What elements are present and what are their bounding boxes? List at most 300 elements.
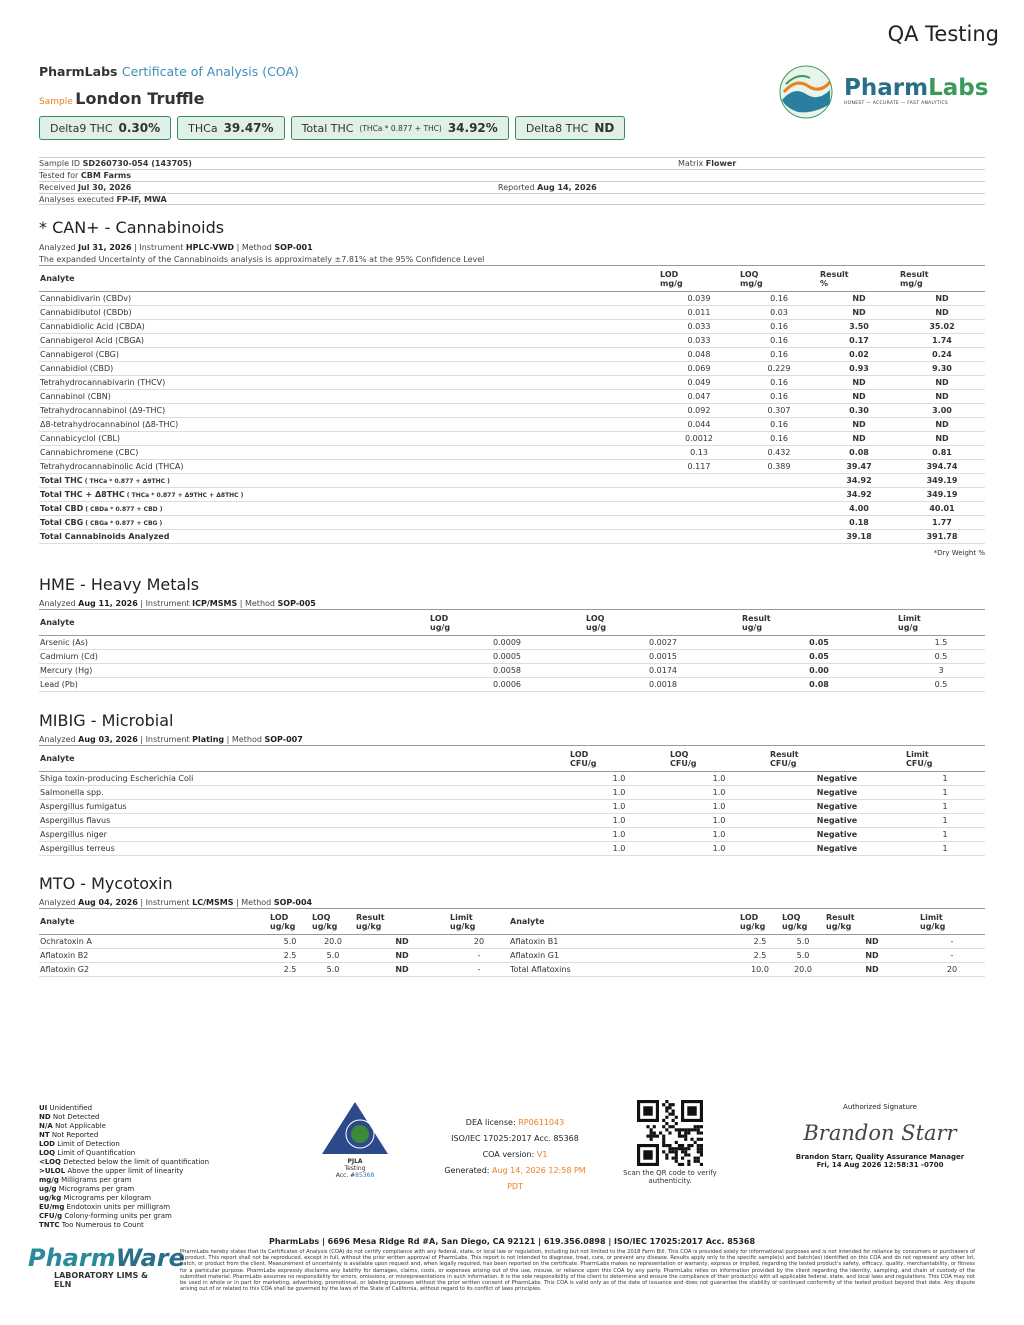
table-cell: 0.5 bbox=[897, 650, 985, 664]
table-cell: Shiga toxin-producing Escherichia Coli bbox=[39, 772, 569, 786]
table-cell: ND bbox=[899, 418, 985, 432]
total-name: Total Cannabinoids Analyzed bbox=[40, 532, 170, 541]
table-cell: Cannabidiol (CBD) bbox=[39, 362, 659, 376]
table-cell: 0.16 bbox=[739, 418, 819, 432]
total-formula: ( THCa * 0.877 + Δ9THC ) bbox=[82, 478, 170, 485]
column-header: Limit ug/kg bbox=[919, 909, 985, 935]
table-cell: ND bbox=[819, 418, 899, 432]
signature-label: Authorized Signature bbox=[843, 1103, 917, 1111]
column-header: Result ug/kg bbox=[355, 909, 449, 935]
table-cell: Lead (Pb) bbox=[39, 678, 429, 692]
table-cell: 0.05 bbox=[741, 650, 897, 664]
pjla-acc-label: Acc. # bbox=[335, 1172, 356, 1179]
dea-license: RP0611043 bbox=[518, 1118, 565, 1127]
table-cell bbox=[659, 516, 739, 530]
table-cell: ND bbox=[899, 306, 985, 320]
table-cell: Cannabigerol Acid (CBGA) bbox=[39, 334, 659, 348]
legend-key: ug/g bbox=[39, 1185, 57, 1193]
legend-key: UI bbox=[39, 1104, 48, 1112]
badge-thca bbox=[177, 116, 284, 140]
legend-key: NT bbox=[39, 1131, 50, 1139]
table-cell: 0.93 bbox=[819, 362, 899, 376]
total-label bbox=[39, 474, 659, 488]
signature-script: Brandon Starr bbox=[803, 1121, 957, 1145]
table-cell: 0.047 bbox=[659, 390, 739, 404]
analyzed-date: Aug 03, 2026 bbox=[78, 735, 138, 744]
total-name: Total THC bbox=[40, 476, 83, 485]
table-cell: 0.011 bbox=[659, 306, 739, 320]
total-row bbox=[39, 488, 985, 502]
table-cell: Aspergillus terreus bbox=[39, 842, 569, 856]
legend-item bbox=[39, 1167, 209, 1176]
table-cell: Tetrahydrocannabinolic Acid (THCA) bbox=[39, 460, 659, 474]
legend-item bbox=[39, 1212, 209, 1221]
table-cell: 39.47 bbox=[819, 460, 899, 474]
table-cell: 3 bbox=[897, 664, 985, 678]
legend-value: Not Reported bbox=[49, 1131, 99, 1139]
legend-item bbox=[39, 1131, 209, 1140]
table-cell: 0.432 bbox=[739, 446, 819, 460]
instrument-label: Instrument bbox=[145, 599, 190, 608]
table-cell: Negative bbox=[769, 842, 905, 856]
table-cell: 34.92 bbox=[819, 474, 899, 488]
analyzed-label: Analyzed bbox=[39, 735, 76, 744]
legend-value: Detected below the limit of quantification bbox=[60, 1158, 210, 1166]
table-header-row bbox=[39, 610, 985, 636]
instrument-value: LC/MSMS bbox=[192, 898, 234, 907]
table-cell: 10.0 bbox=[739, 963, 781, 977]
legend-key: N/A bbox=[39, 1122, 53, 1130]
table-cell: 391.78 bbox=[899, 530, 985, 544]
badge-label: THCa bbox=[188, 121, 218, 135]
pjla-sub: Testing bbox=[344, 1165, 366, 1172]
table-row bbox=[39, 828, 985, 842]
table-cell: Tetrahydrocannabivarin (THCV) bbox=[39, 376, 659, 390]
table-cell: 0.044 bbox=[659, 418, 739, 432]
analyzed-date: Aug 04, 2026 bbox=[78, 898, 138, 907]
table-cell: 1 bbox=[905, 800, 985, 814]
legend-item bbox=[39, 1203, 209, 1212]
table-cell: 0.16 bbox=[739, 320, 819, 334]
column-header: LOQ CFU/g bbox=[669, 746, 769, 772]
mycotoxin-table bbox=[39, 908, 985, 977]
table-row bbox=[39, 460, 985, 474]
table-cell: 2.5 bbox=[269, 949, 311, 963]
table-cell: 394.74 bbox=[899, 460, 985, 474]
table-cell bbox=[739, 516, 819, 530]
table-cell: 0.0005 bbox=[429, 650, 585, 664]
table-row bbox=[39, 362, 985, 376]
badge-value: 39.47% bbox=[223, 121, 274, 135]
legend-item bbox=[39, 1104, 209, 1113]
legend-key: mg/g bbox=[39, 1176, 59, 1184]
instrument-label: Instrument bbox=[145, 898, 190, 907]
meta-value: CBM Farms bbox=[80, 171, 131, 180]
table-cell: 0.0012 bbox=[659, 432, 739, 446]
table-cell: ND bbox=[355, 949, 449, 963]
sample-meta bbox=[39, 157, 985, 205]
table-cell: 0.17 bbox=[819, 334, 899, 348]
total-label bbox=[39, 488, 659, 502]
table-cell: ND bbox=[819, 376, 899, 390]
meta-value: Jul 30, 2026 bbox=[77, 183, 132, 192]
instrument-value: Plating bbox=[192, 735, 225, 744]
pjla-badge bbox=[300, 1100, 410, 1179]
table-row bbox=[39, 418, 985, 432]
table-cell: 1.0 bbox=[669, 786, 769, 800]
table-cell: 1 bbox=[905, 828, 985, 842]
instrument-value: ICP/MSMS bbox=[192, 599, 238, 608]
mycotoxin-title: MTO - Mycotoxin bbox=[39, 874, 173, 893]
total-name: Total CBD bbox=[40, 504, 84, 513]
table-cell: 0.81 bbox=[899, 446, 985, 460]
table-row bbox=[39, 842, 985, 856]
pjla-acc: 85368 bbox=[355, 1172, 375, 1179]
table-cell: 0.16 bbox=[739, 432, 819, 446]
table-cell: - bbox=[449, 949, 509, 963]
iso-accreditation: ISO/IEC 17025:2017 Acc. 85368 bbox=[451, 1134, 579, 1143]
metals-table bbox=[39, 609, 985, 692]
column-header: Result % bbox=[819, 266, 899, 292]
meta-key: Matrix bbox=[678, 159, 704, 168]
table-cell: Cannabidiolic Acid (CBDA) bbox=[39, 320, 659, 334]
badge-total-thc bbox=[291, 116, 509, 140]
legend-item bbox=[39, 1122, 209, 1131]
method-value: SOP-004 bbox=[273, 898, 313, 907]
column-header: Limit CFU/g bbox=[905, 746, 985, 772]
table-row bbox=[39, 664, 985, 678]
table-row bbox=[39, 306, 985, 320]
cannabinoids-table bbox=[39, 265, 985, 544]
table-cell: ND bbox=[899, 390, 985, 404]
table-cell: 9.30 bbox=[899, 362, 985, 376]
table-cell: Cannabidibutol (CBDb) bbox=[39, 306, 659, 320]
table-row bbox=[39, 814, 985, 828]
table-cell: ND bbox=[819, 432, 899, 446]
table-cell: 0.08 bbox=[741, 678, 897, 692]
table-cell: 0.08 bbox=[819, 446, 899, 460]
table-row bbox=[39, 320, 985, 334]
abbreviation-legend bbox=[39, 1104, 209, 1230]
total-name: Total THC + Δ8THC bbox=[40, 490, 125, 499]
table-cell: Cannabidivarin (CBDv) bbox=[39, 292, 659, 306]
mycotoxin-analysis-info: Analyzed Aug 04, 2026 | Instrument LC/MSMS | Method SOP-004 bbox=[39, 898, 313, 907]
legend-key: CFU/g bbox=[39, 1212, 63, 1220]
coa-version: V1 bbox=[536, 1150, 548, 1159]
table-cell: 20.0 bbox=[781, 963, 825, 977]
column-header: Limit ug/g bbox=[897, 610, 985, 636]
table-row bbox=[39, 432, 985, 446]
metals-analysis-info: Analyzed Aug 11, 2026 | Instrument ICP/MSMS | Method SOP-005 bbox=[39, 599, 316, 608]
table-cell: Cannabinol (CBN) bbox=[39, 390, 659, 404]
legend-value: Not Detected bbox=[50, 1113, 100, 1121]
qa-title: QA Testing bbox=[887, 22, 999, 46]
logo-text-2: Labs bbox=[928, 74, 989, 101]
table-cell: Ochratoxin A bbox=[39, 935, 269, 949]
table-row bbox=[39, 935, 985, 949]
table-cell: 5.0 bbox=[269, 935, 311, 949]
table-cell: 0.0058 bbox=[429, 664, 585, 678]
qr-caption: Scan the QR code to verify authenticity. bbox=[623, 1169, 717, 1185]
table-cell: Aspergillus niger bbox=[39, 828, 569, 842]
column-header: Analyte bbox=[39, 266, 659, 292]
table-cell: ND bbox=[825, 963, 919, 977]
table-cell: Aflatoxin B2 bbox=[39, 949, 269, 963]
instrument-label: Instrument bbox=[145, 735, 190, 744]
table-cell: 0.117 bbox=[659, 460, 739, 474]
meta-row bbox=[39, 157, 985, 169]
legend-value: Unidentified bbox=[47, 1104, 93, 1112]
table-cell: 0.30 bbox=[819, 404, 899, 418]
instrument-value: HPLC-VWD bbox=[185, 243, 235, 252]
table-header-row bbox=[39, 909, 985, 935]
qr-block bbox=[620, 1100, 720, 1185]
sample-label: Sample bbox=[39, 97, 73, 107]
table-cell: Aflatoxin B1 bbox=[509, 935, 739, 949]
table-cell: ND bbox=[825, 935, 919, 949]
company-name: PharmLabs bbox=[39, 64, 118, 79]
cannabinoids-title: * CAN+ - Cannabinoids bbox=[39, 218, 225, 237]
coa-version-label: COA version: bbox=[482, 1150, 535, 1159]
badge-label: Total THC bbox=[301, 121, 354, 135]
microbial-analysis-info: Analyzed Aug 03, 2026 | Instrument Plating | Method SOP-007 bbox=[39, 735, 303, 744]
badge-delta8 bbox=[515, 116, 626, 140]
table-cell: Aspergillus fumigatus bbox=[39, 800, 569, 814]
meta-key: Received bbox=[39, 183, 76, 192]
legend-value: Micrograms per kilogram bbox=[61, 1194, 152, 1202]
table-cell: ND bbox=[899, 432, 985, 446]
table-cell: 0.092 bbox=[659, 404, 739, 418]
column-header: LOD ug/kg bbox=[269, 909, 311, 935]
instrument-label: Instrument bbox=[139, 243, 184, 252]
table-cell: 1 bbox=[905, 814, 985, 828]
legend-item bbox=[39, 1185, 209, 1194]
column-header: LOQ ug/kg bbox=[781, 909, 825, 935]
table-cell: 2.5 bbox=[739, 935, 781, 949]
table-cell: 1.0 bbox=[569, 772, 669, 786]
meta-key: Analyses executed bbox=[39, 195, 114, 204]
table-header-row bbox=[39, 746, 985, 772]
table-cell: Aspergillus flavus bbox=[39, 814, 569, 828]
table-row bbox=[39, 772, 985, 786]
table-cell bbox=[659, 488, 739, 502]
badge-label: Delta8 THC bbox=[525, 121, 589, 135]
badge-value: 0.30% bbox=[118, 121, 161, 135]
meta-key: Reported bbox=[498, 183, 535, 192]
column-header: Limit ug/kg bbox=[449, 909, 509, 935]
table-cell: 0.033 bbox=[659, 334, 739, 348]
table-cell: 0.229 bbox=[739, 362, 819, 376]
table-cell: 5.0 bbox=[781, 935, 825, 949]
table-cell bbox=[659, 530, 739, 544]
table-cell: 1 bbox=[905, 842, 985, 856]
table-cell: 0.16 bbox=[739, 390, 819, 404]
table-cell: 349.19 bbox=[899, 474, 985, 488]
method-value: SOP-007 bbox=[264, 735, 303, 744]
pjla-logo-icon bbox=[320, 1100, 390, 1156]
legend-value: Endotoxin units per milligram bbox=[64, 1203, 171, 1211]
table-row bbox=[39, 949, 985, 963]
microbial-table bbox=[39, 745, 985, 856]
total-label bbox=[39, 516, 659, 530]
table-cell bbox=[739, 530, 819, 544]
table-cell: 0.16 bbox=[739, 348, 819, 362]
column-header: LOD ug/g bbox=[429, 610, 585, 636]
method-label: Method bbox=[231, 735, 262, 744]
legend-key: TNTC bbox=[39, 1221, 60, 1229]
generated-label: Generated: bbox=[444, 1166, 490, 1175]
analyzed-date: Aug 11, 2026 bbox=[78, 599, 138, 608]
table-cell: 0.0015 bbox=[585, 650, 741, 664]
table-row bbox=[39, 446, 985, 460]
table-cell: ND bbox=[819, 390, 899, 404]
table-cell: 0.389 bbox=[739, 460, 819, 474]
table-cell: 1.0 bbox=[669, 842, 769, 856]
microbial-title: MIBIG - Microbial bbox=[39, 711, 174, 730]
column-header: LOQ mg/g bbox=[739, 266, 819, 292]
table-cell: 1.0 bbox=[669, 814, 769, 828]
table-cell: 0.13 bbox=[659, 446, 739, 460]
badge-value: 34.92% bbox=[447, 121, 498, 135]
total-label bbox=[39, 530, 659, 544]
generated-date: Aug 14, 2026 12:58 PM bbox=[492, 1166, 586, 1175]
legend-key: ug/kg bbox=[39, 1194, 62, 1202]
table-cell: 1.77 bbox=[899, 516, 985, 530]
table-cell: ND bbox=[825, 949, 919, 963]
table-cell: Negative bbox=[769, 786, 905, 800]
table-cell: Arsenic (As) bbox=[39, 636, 429, 650]
table-cell: 20 bbox=[919, 963, 985, 977]
logo-text-1: Pharm bbox=[844, 74, 929, 101]
table-cell: ND bbox=[355, 963, 449, 977]
legend-key: EU/mg bbox=[39, 1203, 65, 1211]
table-cell: ND bbox=[819, 306, 899, 320]
lab-address: PharmLabs | 6696 Mesa Ridge Rd #A, San Diego, CA 92121 | 619.356.0898 | ISO/IEC 17025:2017 Acc. 85368 bbox=[268, 1237, 756, 1246]
cannabinoids-analysis-info: Analyzed Jul 31, 2026 | Instrument HPLC-VWD | Method SOP-001 bbox=[39, 243, 313, 252]
legend-value: Micrograms per gram bbox=[56, 1185, 135, 1193]
table-cell: 5.0 bbox=[311, 963, 355, 977]
accreditation-info bbox=[440, 1115, 590, 1195]
table-cell: 0.033 bbox=[659, 320, 739, 334]
table-cell: 1.74 bbox=[899, 334, 985, 348]
table-cell: Negative bbox=[769, 800, 905, 814]
table-row bbox=[39, 650, 985, 664]
table-cell: 0.03 bbox=[739, 306, 819, 320]
method-label: Method bbox=[244, 599, 275, 608]
table-cell: 0.5 bbox=[897, 678, 985, 692]
table-cell: 0.0018 bbox=[585, 678, 741, 692]
table-cell: Total Aflatoxins bbox=[509, 963, 739, 977]
legend-value: Limit of Quantification bbox=[55, 1149, 136, 1157]
table-header-row bbox=[39, 266, 985, 292]
table-cell: ND bbox=[899, 292, 985, 306]
analyzed-label: Analyzed bbox=[39, 599, 76, 608]
badge-value: ND bbox=[594, 121, 615, 135]
table-cell: 0.049 bbox=[659, 376, 739, 390]
table-cell: 1.0 bbox=[669, 772, 769, 786]
pharmlabs-logo bbox=[774, 60, 994, 120]
meta-value: Aug 14, 2026 bbox=[537, 183, 597, 192]
table-cell bbox=[659, 474, 739, 488]
total-row bbox=[39, 530, 985, 544]
table-cell: - bbox=[919, 949, 985, 963]
column-header: Analyte bbox=[509, 909, 739, 935]
table-cell: 0.16 bbox=[739, 334, 819, 348]
meta-row bbox=[39, 169, 985, 181]
dea-label: DEA license: bbox=[465, 1118, 516, 1127]
pharmware-logo bbox=[28, 1244, 185, 1289]
signer-name: Brandon Starr, Quality Assurance Manager bbox=[795, 1153, 965, 1161]
table-cell: 1.0 bbox=[569, 828, 669, 842]
legend-value: Milligrams per gram bbox=[58, 1176, 132, 1184]
total-row bbox=[39, 474, 985, 488]
badge-label: Delta9 THC bbox=[50, 121, 113, 135]
table-cell: Salmonella spp. bbox=[39, 786, 569, 800]
uncertainty-note: The expanded Uncertainty of the Cannabinoids analysis is approximately ±7.81% at the 95% Confidence Level bbox=[39, 255, 485, 264]
total-formula: ( CBGa * 0.877 + CBG ) bbox=[83, 520, 163, 527]
table-cell: - bbox=[449, 963, 509, 977]
legend-item bbox=[39, 1158, 209, 1167]
column-header: Analyte bbox=[39, 909, 269, 935]
qr-code-icon[interactable] bbox=[637, 1100, 703, 1166]
method-label: Method bbox=[241, 243, 272, 252]
table-row bbox=[39, 292, 985, 306]
table-cell: 39.18 bbox=[819, 530, 899, 544]
table-cell: 0.16 bbox=[739, 292, 819, 306]
table-cell: 0.0174 bbox=[585, 664, 741, 678]
logo-emblem-icon bbox=[774, 60, 838, 120]
table-cell: Cannabichromene (CBC) bbox=[39, 446, 659, 460]
analyzed-label: Analyzed bbox=[39, 898, 76, 907]
table-cell: 0.0006 bbox=[429, 678, 585, 692]
metals-title: HME - Heavy Metals bbox=[39, 575, 200, 594]
table-cell: Negative bbox=[769, 772, 905, 786]
legend-value: Colony-forming units per gram bbox=[62, 1212, 172, 1220]
column-header: LOQ ug/kg bbox=[311, 909, 355, 935]
table-cell: Cadmium (Cd) bbox=[39, 650, 429, 664]
table-cell: 5.0 bbox=[781, 949, 825, 963]
meta-key: Tested for bbox=[39, 171, 79, 180]
legend-value: Above the upper limit of linearity bbox=[65, 1167, 184, 1175]
legend-key: ND bbox=[39, 1113, 51, 1121]
generated-tz: PDT bbox=[507, 1182, 523, 1191]
table-cell: 5.0 bbox=[311, 949, 355, 963]
table-cell: 1 bbox=[905, 786, 985, 800]
legend-item bbox=[39, 1113, 209, 1122]
document-title bbox=[39, 64, 299, 79]
table-cell: 349.19 bbox=[899, 488, 985, 502]
logo-tagline: HONEST — ACCURATE — FAST ANALYTICS bbox=[844, 100, 949, 106]
pharmware-text-1: Pharm bbox=[28, 1244, 116, 1272]
table-cell: Mercury (Hg) bbox=[39, 664, 429, 678]
table-cell bbox=[739, 474, 819, 488]
badge-delta9 bbox=[39, 116, 171, 140]
table-cell: 0.0009 bbox=[429, 636, 585, 650]
signature-block bbox=[790, 1103, 970, 1169]
doc-type: Certificate of Analysis (COA) bbox=[121, 64, 299, 79]
table-cell: - bbox=[919, 935, 985, 949]
table-cell: 35.02 bbox=[899, 320, 985, 334]
pharmware-text-2: Ware bbox=[115, 1244, 185, 1272]
table-cell: 1.5 bbox=[897, 636, 985, 650]
table-cell: 0.02 bbox=[819, 348, 899, 362]
table-cell: 4.00 bbox=[819, 502, 899, 516]
legend-item bbox=[39, 1149, 209, 1158]
table-cell: 0.0027 bbox=[585, 636, 741, 650]
pjla-name: PJLA bbox=[347, 1158, 363, 1165]
legend-value: Not Applicable bbox=[52, 1122, 106, 1130]
table-cell: Aflatoxin G1 bbox=[509, 949, 739, 963]
